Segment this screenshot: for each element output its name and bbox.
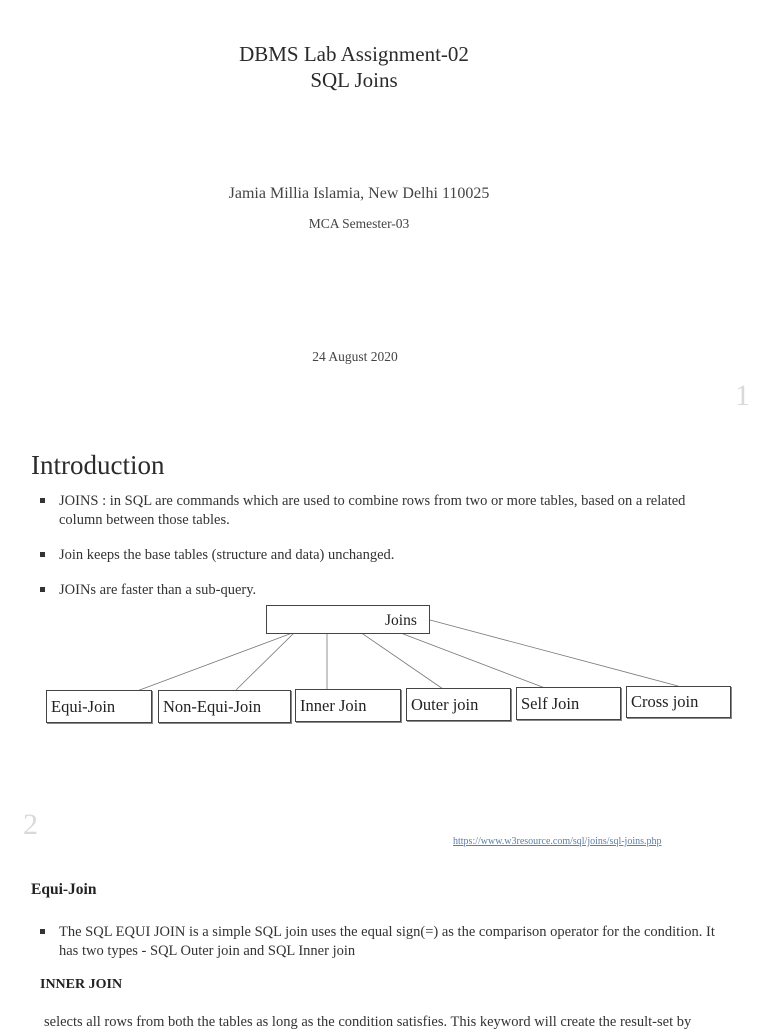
connector-line [398, 632, 545, 688]
bullet-text: The SQL EQUI JOIN is a simple SQL join uses the equal sign(=) as the comparison operator for the condition. It has two types - SQL Outer join and SQL Inner join [59, 924, 715, 959]
page-number-2: 2 [23, 808, 38, 841]
inner-join-box: Inner Join [295, 689, 401, 722]
course: MCA Semester-03 [308, 216, 410, 231]
title-line-2: SQL Joins [310, 68, 398, 92]
non-equi-join-box: Non-Equi-Join [158, 690, 291, 723]
inner-join-heading: INNER JOIN [40, 977, 123, 992]
institution: Jamia Millia Islamia, New Delhi 110025 [228, 185, 490, 202]
date: 24 August 2020 [312, 349, 398, 364]
inner-join-description: selects all rows from both the tables as long as the condition satisfies. This keyword will create the result-set by [44, 1014, 692, 1030]
bullet-text: JOINs are faster than a sub-query. [59, 582, 257, 598]
outer-join-box: Outer join [406, 688, 511, 721]
joins-root-box [266, 605, 430, 634]
source-link[interactable]: https://www.w3resource.com/sql/joins/sql-joins.php [453, 836, 662, 847]
page-number-1: 1 [735, 379, 750, 412]
bullet-text: Join keeps the base tables (structure and data) unchanged. [59, 547, 395, 563]
connector-line [137, 632, 295, 691]
cross-join-box: Cross join [626, 686, 731, 718]
equi-join-heading: Equi-Join [31, 881, 97, 898]
introduction-heading: Introduction [31, 450, 165, 480]
bullet-icon [40, 929, 45, 934]
connector-line [430, 620, 678, 686]
bullet-text: JOINS : in SQL are commands which are used to combine rows from two or more tables, based on a related column between those tables. [59, 493, 686, 528]
joins-root-label: Joins [385, 612, 417, 629]
self-join-box: Self Join [516, 687, 621, 720]
bullet-item [59, 923, 731, 961]
connector-line [235, 632, 295, 691]
equi-join-box: Equi-Join [46, 690, 152, 723]
title-line-1: DBMS Lab Assignment-02 [239, 42, 469, 66]
connector-line [360, 632, 443, 689]
